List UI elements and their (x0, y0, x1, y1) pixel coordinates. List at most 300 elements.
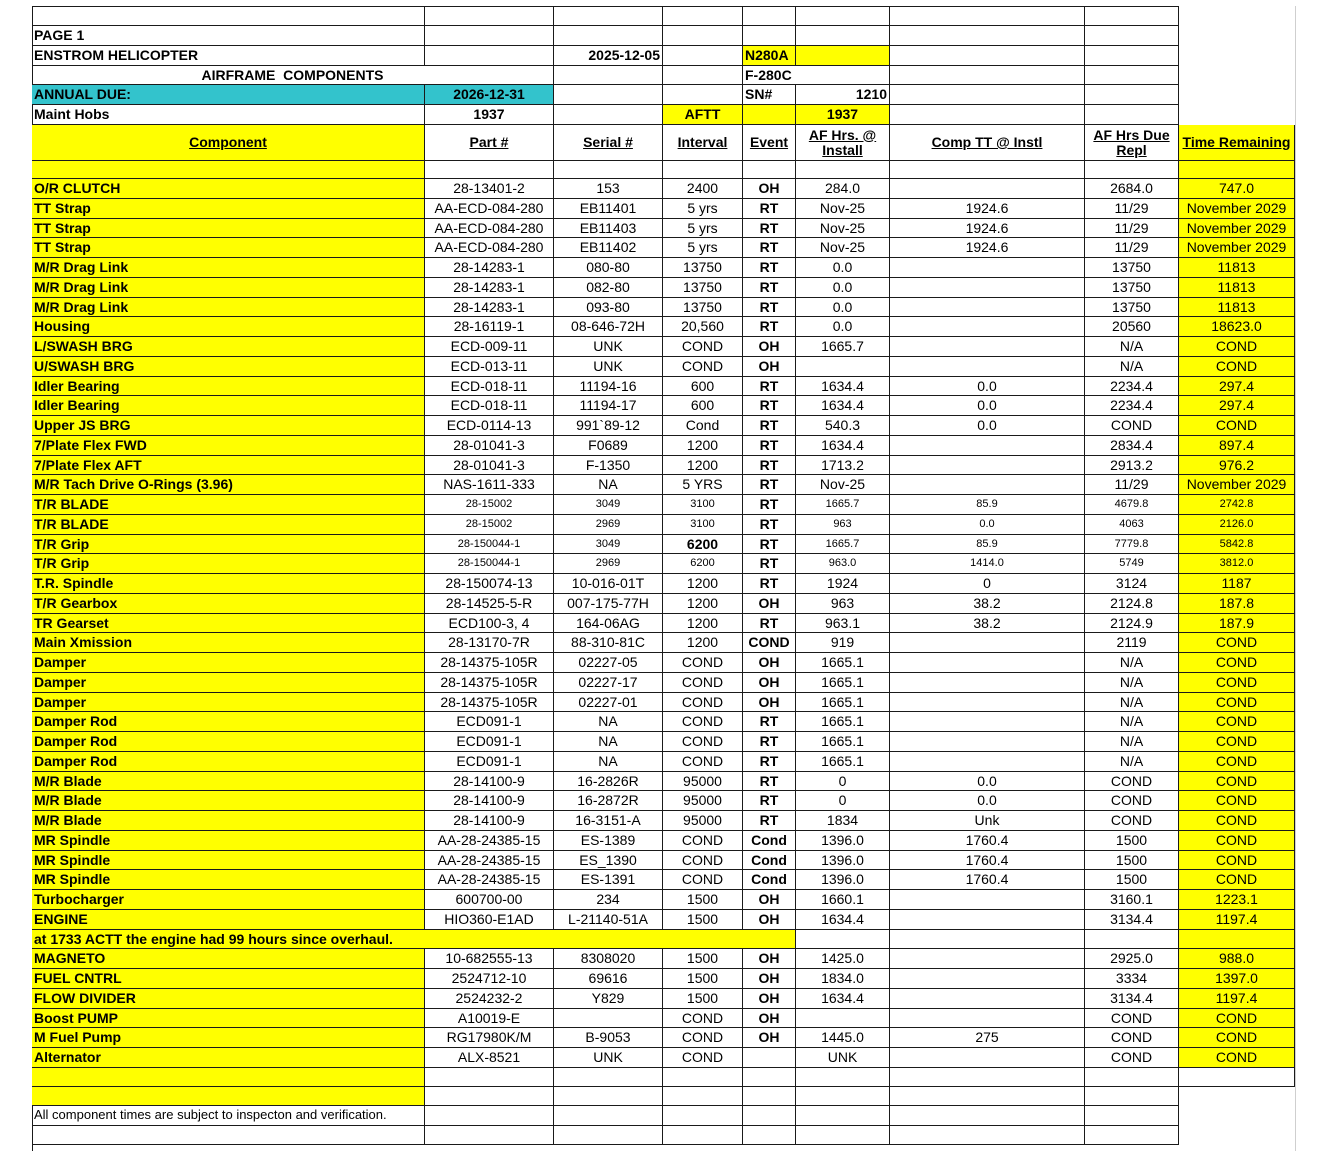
row-17-col-interval: 3100 (663, 515, 743, 535)
row-40-col-af-hrs-install: 1834.0 (796, 969, 890, 989)
row-41-col-interval: 1500 (663, 989, 743, 1009)
row-26-col-comp-tt-install (890, 693, 1085, 713)
row-17-col-part-number: 28-15002 (425, 515, 554, 535)
row-17-col-af-hrs-install: 963 (796, 515, 890, 535)
blank-cell (1085, 1106, 1179, 1126)
row-29-col-af-hrs-due-repl: N/A (1085, 752, 1179, 772)
row-37-col-af-hrs-install: 1634.4 (796, 910, 890, 930)
blank-cell (1085, 1087, 1179, 1106)
row-18-col-component: T/R Grip (32, 535, 425, 555)
row-23-col-part-number: 28-13170-7R (425, 633, 554, 653)
company-name: ENSTROM HELICOPTER (32, 46, 425, 66)
row-29-col-part-number: ECD091-1 (425, 752, 554, 772)
row-17-col-comp-tt-install: 0.0 (890, 515, 1085, 535)
row-41-col-af-hrs-due-repl: 3134.4 (1085, 989, 1179, 1009)
header-comp-tt-install: Comp TT @ Instl (890, 125, 1085, 161)
row-26-col-interval: COND (663, 693, 743, 713)
blank-cell (1085, 85, 1179, 105)
row-14-col-comp-tt-install (890, 456, 1085, 476)
row-2-col-part-number: AA-ECD-084-280 (425, 219, 554, 239)
row-33-col-af-hrs-due-repl: 1500 (1085, 831, 1179, 851)
row-34-col-time-remaining: COND (1179, 851, 1295, 871)
row-25-col-interval: COND (663, 673, 743, 693)
blank-cell (554, 105, 663, 125)
row-19-col-event: RT (743, 554, 796, 574)
blank-cell (32, 1068, 425, 1087)
row-5-col-interval: 13750 (663, 278, 743, 298)
row-1-col-af-hrs-install: Nov-25 (796, 199, 890, 219)
row-33-col-comp-tt-install: 1760.4 (890, 831, 1085, 851)
row-27-col-comp-tt-install (890, 712, 1085, 732)
row-3-col-af-hrs-due-repl: 11/29 (1085, 238, 1179, 258)
row-22-col-part-number: ECD100-3, 4 (425, 614, 554, 634)
row-32-col-component: M/R Blade (32, 811, 425, 831)
blank-cell (32, 7, 425, 26)
row-35-col-interval: COND (663, 870, 743, 890)
row-2-col-comp-tt-install: 1924.6 (890, 219, 1085, 239)
row-19-col-part-number: 28-150044-1 (425, 554, 554, 574)
row-7-col-af-hrs-due-repl: 20560 (1085, 317, 1179, 337)
row-11-col-serial-number: 11194-17 (554, 396, 663, 416)
blank-cell (1085, 1068, 1179, 1087)
row-1-col-component: TT Strap (32, 199, 425, 219)
row-33-col-af-hrs-install: 1396.0 (796, 831, 890, 851)
header-component: Component (32, 125, 425, 161)
row-9-col-comp-tt-install (890, 357, 1085, 377)
row-40-col-time-remaining: 1397.0 (1179, 969, 1295, 989)
row-32-col-af-hrs-install: 1834 (796, 811, 890, 831)
row-17-col-component: T/R BLADE (32, 515, 425, 535)
row-8-col-event: OH (743, 337, 796, 357)
row-3-col-event: RT (743, 238, 796, 258)
header-time-remaining: Time Remaining (1179, 125, 1295, 161)
blank-cell (1085, 1126, 1179, 1145)
blank-cell (663, 46, 743, 66)
row-44-col-part-number: ALX-8521 (425, 1048, 554, 1068)
row-10-col-comp-tt-install: 0.0 (890, 377, 1085, 397)
row-4-col-af-hrs-install: 0.0 (796, 258, 890, 278)
row-23-col-time-remaining: COND (1179, 633, 1295, 653)
blank-cell (663, 1087, 743, 1106)
row-27-col-af-hrs-install: 1665.1 (796, 712, 890, 732)
row-35-col-event: Cond (743, 870, 796, 890)
row-20-col-af-hrs-due-repl: 3124 (1085, 574, 1179, 594)
row-6-col-event: RT (743, 298, 796, 318)
blank-cell (1085, 930, 1179, 950)
row-40-col-serial-number: 69616 (554, 969, 663, 989)
row-40-col-interval: 1500 (663, 969, 743, 989)
row-14-col-event: RT (743, 456, 796, 476)
row-29-col-af-hrs-install: 1665.1 (796, 752, 890, 772)
row-2-col-time-remaining: November 2029 (1179, 219, 1295, 239)
row-13-col-part-number: 28-01041-3 (425, 436, 554, 456)
row-26-col-af-hrs-install: 1665.1 (796, 693, 890, 713)
row-41-col-time-remaining: 1197.4 (1179, 989, 1295, 1009)
row-32-col-event: RT (743, 811, 796, 831)
row-21-col-serial-number: 007-175-77H (554, 594, 663, 614)
row-2-col-af-hrs-due-repl: 11/29 (1085, 219, 1179, 239)
row-24-col-interval: COND (663, 653, 743, 673)
row-35-col-time-remaining: COND (1179, 870, 1295, 890)
row-40-col-component: FUEL CNTRL (32, 969, 425, 989)
row-44-col-af-hrs-install: UNK (796, 1048, 890, 1068)
row-32-col-interval: 95000 (663, 811, 743, 831)
row-41-col-af-hrs-install: 1634.4 (796, 989, 890, 1009)
row-11-col-af-hrs-due-repl: 2234.4 (1085, 396, 1179, 416)
row-4-col-af-hrs-due-repl: 13750 (1085, 258, 1179, 278)
footer-note: All component times are subject to inspecton and verification. (32, 1106, 425, 1126)
row-44-col-af-hrs-due-repl: COND (1085, 1048, 1179, 1068)
row-15-col-serial-number: NA (554, 475, 663, 495)
row-18-col-interval: 6200 (663, 535, 743, 555)
blank-cell (663, 26, 743, 46)
row-20-col-serial-number: 10-016-01T (554, 574, 663, 594)
row-22-col-serial-number: 164-06AG (554, 614, 663, 634)
row-18-col-time-remaining: 5842.8 (1179, 535, 1295, 555)
row-28-col-part-number: ECD091-1 (425, 732, 554, 752)
row-13-col-serial-number: F0689 (554, 436, 663, 456)
blank-cell (425, 7, 554, 26)
blank-cell (425, 1087, 554, 1106)
row-40-col-comp-tt-install (890, 969, 1085, 989)
row-16-col-time-remaining: 2742.8 (1179, 495, 1295, 515)
row-19-col-comp-tt-install: 1414.0 (890, 554, 1085, 574)
row-16-col-af-hrs-due-repl: 4679.8 (1085, 495, 1179, 515)
row-32-col-af-hrs-due-repl: COND (1085, 811, 1179, 831)
row-31-col-comp-tt-install: 0.0 (890, 791, 1085, 811)
row-30-col-af-hrs-due-repl: COND (1085, 772, 1179, 792)
blank-cell (425, 1106, 554, 1126)
row-22-col-af-hrs-install: 963.1 (796, 614, 890, 634)
row-43-col-interval: COND (663, 1028, 743, 1048)
row-13-col-af-hrs-install: 1634.4 (796, 436, 890, 456)
row-31-col-af-hrs-due-repl: COND (1085, 791, 1179, 811)
row-29-col-serial-number: NA (554, 752, 663, 772)
row-6-col-interval: 13750 (663, 298, 743, 318)
blank-cell (1179, 161, 1295, 179)
row-14-col-af-hrs-due-repl: 2913.2 (1085, 456, 1179, 476)
blank-cell (796, 1106, 890, 1126)
row-33-col-event: Cond (743, 831, 796, 851)
row-26-col-event: OH (743, 693, 796, 713)
row-34-col-serial-number: ES_1390 (554, 851, 663, 871)
row-15-col-comp-tt-install (890, 475, 1085, 495)
row-30-col-event: RT (743, 772, 796, 792)
row-12-col-serial-number: 991`89-12 (554, 416, 663, 436)
row-21-col-part-number: 28-14525-5-R (425, 594, 554, 614)
row-31-col-interval: 95000 (663, 791, 743, 811)
row-21-col-time-remaining: 187.8 (1179, 594, 1295, 614)
row-29-col-comp-tt-install (890, 752, 1085, 772)
row-36-col-time-remaining: 1223.1 (1179, 890, 1295, 910)
row-43-col-time-remaining: COND (1179, 1028, 1295, 1048)
row-35-col-component: MR Spindle (32, 870, 425, 890)
row-36-col-af-hrs-due-repl: 3160.1 (1085, 890, 1179, 910)
row-18-col-af-hrs-install: 1665.7 (796, 535, 890, 555)
engine-note: at 1733 ACTT the engine had 99 hours since overhaul. (32, 930, 796, 950)
row-11-col-interval: 600 (663, 396, 743, 416)
row-6-col-af-hrs-due-repl: 13750 (1085, 298, 1179, 318)
blank-cell (663, 1068, 743, 1087)
row-43-col-serial-number: B-9053 (554, 1028, 663, 1048)
row-22-col-event: RT (743, 614, 796, 634)
row-12-col-interval: Cond (663, 416, 743, 436)
row-12-col-part-number: ECD-0114-13 (425, 416, 554, 436)
row-16-col-part-number: 28-15002 (425, 495, 554, 515)
row-19-col-af-hrs-due-repl: 5749 (1085, 554, 1179, 574)
row-3-col-af-hrs-install: Nov-25 (796, 238, 890, 258)
row-37-col-part-number: HIO360-E1AD (425, 910, 554, 930)
row-18-col-comp-tt-install: 85.9 (890, 535, 1085, 555)
blank-cell (554, 85, 663, 105)
row-24-col-component: Damper (32, 653, 425, 673)
blank-cell (554, 1087, 663, 1106)
row-30-col-serial-number: 16-2826R (554, 772, 663, 792)
row-3-col-comp-tt-install: 1924.6 (890, 238, 1085, 258)
row-0-col-time-remaining: 747.0 (1179, 179, 1295, 199)
row-5-col-component: M/R Drag Link (32, 278, 425, 298)
row-33-col-component: MR Spindle (32, 831, 425, 851)
row-43-col-event: OH (743, 1028, 796, 1048)
row-11-col-component: Idler Bearing (32, 396, 425, 416)
row-2-col-serial-number: EB11403 (554, 219, 663, 239)
blank-cell (554, 1126, 663, 1145)
row-9-col-time-remaining: COND (1179, 357, 1295, 377)
report-date: 2025-12-05 (554, 46, 663, 66)
blank-cell (743, 1068, 796, 1087)
row-3-col-serial-number: EB11402 (554, 238, 663, 258)
row-42-col-serial-number (554, 1009, 663, 1029)
row-42-col-interval: COND (663, 1009, 743, 1029)
row-42-col-part-number: A10019-E (425, 1009, 554, 1029)
row-14-col-part-number: 28-01041-3 (425, 456, 554, 476)
row-26-col-part-number: 28-14375-105R (425, 693, 554, 713)
blank-cell (554, 7, 663, 26)
registration-number: N280A (743, 46, 796, 66)
row-11-col-af-hrs-install: 1634.4 (796, 396, 890, 416)
row-23-col-af-hrs-due-repl: 2119 (1085, 633, 1179, 653)
gridline (1295, 6, 1296, 1151)
row-35-col-serial-number: ES-1391 (554, 870, 663, 890)
row-11-col-comp-tt-install: 0.0 (890, 396, 1085, 416)
row-5-col-event: RT (743, 278, 796, 298)
row-43-col-part-number: RG17980K/M (425, 1028, 554, 1048)
row-26-col-component: Damper (32, 693, 425, 713)
row-29-col-interval: COND (663, 752, 743, 772)
header-interval: Interval (663, 125, 743, 161)
row-27-col-time-remaining: COND (1179, 712, 1295, 732)
row-15-col-time-remaining: November 2029 (1179, 475, 1295, 495)
row-33-col-time-remaining: COND (1179, 831, 1295, 851)
row-34-col-af-hrs-due-repl: 1500 (1085, 851, 1179, 871)
row-0-col-serial-number: 153 (554, 179, 663, 199)
row-44-col-time-remaining: COND (1179, 1048, 1295, 1068)
row-14-col-serial-number: F-1350 (554, 456, 663, 476)
row-25-col-part-number: 28-14375-105R (425, 673, 554, 693)
row-9-col-event: OH (743, 357, 796, 377)
row-0-col-event: OH (743, 179, 796, 199)
row-12-col-af-hrs-due-repl: COND (1085, 416, 1179, 436)
row-19-col-interval: 6200 (663, 554, 743, 574)
row-24-col-serial-number: 02227-05 (554, 653, 663, 673)
row-4-col-time-remaining: 11813 (1179, 258, 1295, 278)
header-af-hrs-due-repl: AF Hrs Due Repl (1085, 125, 1179, 161)
row-25-col-time-remaining: COND (1179, 673, 1295, 693)
row-1-col-interval: 5 yrs (663, 199, 743, 219)
row-18-col-serial-number: 3049 (554, 535, 663, 555)
row-36-col-comp-tt-install (890, 890, 1085, 910)
blank-cell (554, 161, 663, 179)
row-3-col-interval: 5 yrs (663, 238, 743, 258)
blank-cell (743, 1106, 796, 1126)
row-39-col-af-hrs-install: 1425.0 (796, 949, 890, 969)
row-9-col-af-hrs-due-repl: N/A (1085, 357, 1179, 377)
row-16-col-component: T/R BLADE (32, 495, 425, 515)
blank-cell (425, 46, 554, 66)
row-20-col-af-hrs-install: 1924 (796, 574, 890, 594)
row-20-col-interval: 1200 (663, 574, 743, 594)
row-43-col-af-hrs-due-repl: COND (1085, 1028, 1179, 1048)
row-14-col-interval: 1200 (663, 456, 743, 476)
row-7-col-interval: 20,560 (663, 317, 743, 337)
row-24-col-af-hrs-due-repl: N/A (1085, 653, 1179, 673)
blank-cell (663, 1126, 743, 1145)
row-7-col-time-remaining: 18623.0 (1179, 317, 1295, 337)
row-0-col-comp-tt-install (890, 179, 1085, 199)
row-16-col-serial-number: 3049 (554, 495, 663, 515)
row-2-col-interval: 5 yrs (663, 219, 743, 239)
row-1-col-serial-number: EB11401 (554, 199, 663, 219)
row-44-col-comp-tt-install (890, 1048, 1085, 1068)
row-6-col-serial-number: 093-80 (554, 298, 663, 318)
row-23-col-interval: 1200 (663, 633, 743, 653)
row-4-col-event: RT (743, 258, 796, 278)
row-18-col-event: RT (743, 535, 796, 555)
row-44-col-serial-number: UNK (554, 1048, 663, 1068)
row-42-col-component: Boost PUMP (32, 1009, 425, 1029)
row-31-col-event: RT (743, 791, 796, 811)
aftt-label: AFTT (663, 105, 743, 125)
row-7-col-af-hrs-install: 0.0 (796, 317, 890, 337)
blank-cell (425, 26, 554, 46)
row-5-col-comp-tt-install (890, 278, 1085, 298)
row-31-col-component: M/R Blade (32, 791, 425, 811)
row-31-col-serial-number: 16-2872R (554, 791, 663, 811)
blank-cell (890, 7, 1085, 26)
row-7-col-component: Housing (32, 317, 425, 337)
blank-cell (32, 161, 425, 179)
row-5-col-serial-number: 082-80 (554, 278, 663, 298)
row-40-col-part-number: 2524712-10 (425, 969, 554, 989)
row-27-col-interval: COND (663, 712, 743, 732)
row-28-col-serial-number: NA (554, 732, 663, 752)
row-24-col-af-hrs-install: 1665.1 (796, 653, 890, 673)
row-6-col-af-hrs-install: 0.0 (796, 298, 890, 318)
row-25-col-event: OH (743, 673, 796, 693)
row-4-col-component: M/R Drag Link (32, 258, 425, 278)
blank-cell (1085, 46, 1179, 66)
row-44-col-component: Alternator (32, 1048, 425, 1068)
row-10-col-af-hrs-due-repl: 2234.4 (1085, 377, 1179, 397)
row-27-col-serial-number: NA (554, 712, 663, 732)
row-15-col-component: M/R Tach Drive O-Rings (3.96) (32, 475, 425, 495)
row-21-col-component: T/R Gearbox (32, 594, 425, 614)
row-32-col-part-number: 28-14100-9 (425, 811, 554, 831)
row-10-col-component: Idler Bearing (32, 377, 425, 397)
row-39-col-af-hrs-due-repl: 2925.0 (1085, 949, 1179, 969)
row-32-col-time-remaining: COND (1179, 811, 1295, 831)
row-12-col-component: Upper JS BRG (32, 416, 425, 436)
row-13-col-af-hrs-due-repl: 2834.4 (1085, 436, 1179, 456)
row-22-col-comp-tt-install: 38.2 (890, 614, 1085, 634)
row-14-col-af-hrs-install: 1713.2 (796, 456, 890, 476)
serial-number-value: 1210 (796, 85, 890, 105)
row-7-col-event: RT (743, 317, 796, 337)
row-33-col-serial-number: ES-1389 (554, 831, 663, 851)
blank-cell (1085, 161, 1179, 179)
blank-cell (743, 105, 796, 125)
row-39-col-serial-number: 8308020 (554, 949, 663, 969)
blank-cell (796, 1068, 890, 1087)
blank-cell (743, 26, 796, 46)
row-24-col-comp-tt-install (890, 653, 1085, 673)
row-12-col-af-hrs-install: 540.3 (796, 416, 890, 436)
row-16-col-af-hrs-install: 1665.7 (796, 495, 890, 515)
row-21-col-comp-tt-install: 38.2 (890, 594, 1085, 614)
row-4-col-serial-number: 080-80 (554, 258, 663, 278)
header-event: Event (743, 125, 796, 161)
row-15-col-event: RT (743, 475, 796, 495)
row-3-col-part-number: AA-ECD-084-280 (425, 238, 554, 258)
row-42-col-af-hrs-install (796, 1009, 890, 1029)
serial-number-label: SN# (743, 85, 796, 105)
row-43-col-component: M Fuel Pump (32, 1028, 425, 1048)
row-28-col-af-hrs-due-repl: N/A (1085, 732, 1179, 752)
row-44-col-event (743, 1048, 796, 1068)
row-10-col-interval: 600 (663, 377, 743, 397)
row-37-col-comp-tt-install (890, 910, 1085, 930)
row-30-col-time-remaining: COND (1179, 772, 1295, 792)
row-39-col-comp-tt-install (890, 949, 1085, 969)
blank-cell (425, 1068, 554, 1087)
row-6-col-part-number: 28-14283-1 (425, 298, 554, 318)
row-22-col-interval: 1200 (663, 614, 743, 634)
header-part-number: Part # (425, 125, 554, 161)
row-20-col-time-remaining: 1187 (1179, 574, 1295, 594)
blank-cell (796, 1126, 890, 1145)
row-6-col-component: M/R Drag Link (32, 298, 425, 318)
row-29-col-event: RT (743, 752, 796, 772)
row-9-col-af-hrs-install (796, 357, 890, 377)
row-21-col-interval: 1200 (663, 594, 743, 614)
row-14-col-time-remaining: 976.2 (1179, 456, 1295, 476)
blank-cell (796, 46, 890, 66)
row-7-col-comp-tt-install (890, 317, 1085, 337)
row-15-col-af-hrs-install: Nov-25 (796, 475, 890, 495)
row-35-col-comp-tt-install: 1760.4 (890, 870, 1085, 890)
section-title: AIRFRAME COMPONENTS (32, 66, 554, 86)
blank-cell (890, 85, 1085, 105)
row-27-col-event: RT (743, 712, 796, 732)
row-33-col-interval: COND (663, 831, 743, 851)
row-0-col-af-hrs-due-repl: 2684.0 (1085, 179, 1179, 199)
blank-cell (1179, 930, 1295, 950)
blank-cell (890, 46, 1085, 66)
row-41-col-serial-number: Y829 (554, 989, 663, 1009)
row-36-col-event: OH (743, 890, 796, 910)
row-1-col-comp-tt-install: 1924.6 (890, 199, 1085, 219)
row-11-col-event: RT (743, 396, 796, 416)
